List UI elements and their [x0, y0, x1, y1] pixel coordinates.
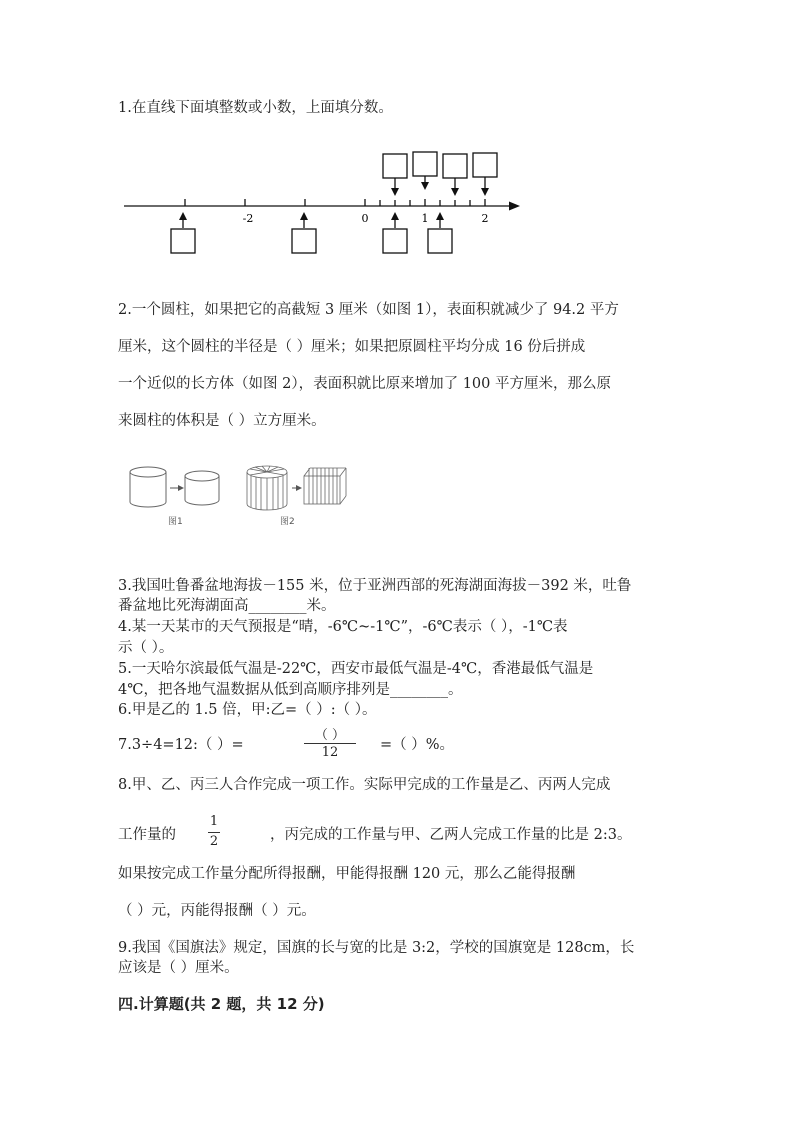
question-8-line-2-right: ，丙完成的工作量与甲、乙两人完成工作量的比是 2:3。 [270, 827, 632, 843]
number-box-4 [428, 229, 452, 253]
fraction-numerator: 1 [209, 814, 219, 829]
question-7-left: 7.3÷4=12:（ ）= [118, 737, 244, 753]
fraction-denominator: 2 [209, 834, 219, 849]
tick-label-1: 1 [421, 212, 429, 225]
question-2-line-3: 一个近似的长方体（如图 2），表面积就比原来增加了 100 平方厘米，那么原 [118, 376, 611, 392]
fraction-box-1 [383, 154, 407, 178]
cylinder-tall-icon [130, 467, 166, 507]
number-line-figure [0, 140, 794, 260]
question-8-line-4: （ ）元，丙能得报酬（ ）元。 [118, 903, 316, 919]
question-2-line-2: 厘米，这个圆柱的半径是（ ）厘米；如果把原圆柱平均分成 16 份后拼成 [118, 339, 586, 355]
fraction-box-3 [443, 154, 467, 178]
cylinder-short-icon [185, 471, 219, 505]
question-8-line-3: 如果按完成工作量分配所得报酬，甲能得报酬 120 元，那么乙能得报酬 [118, 866, 576, 882]
tick-label-2: 2 [481, 212, 489, 225]
fraction-bar [208, 832, 220, 833]
tick-label-0: 0 [361, 212, 369, 225]
question-4-line-1: 4.某一天某市的天气预报是“晴，-6℃~-1℃”，-6℃表示（ ），-1℃表 [118, 619, 568, 635]
question-8-line-1: 8.甲、乙、丙三人合作完成一项工作。实际甲完成的工作量是乙、丙两人完成 [118, 777, 611, 793]
number-line-ticks [185, 199, 485, 206]
number-box-3 [383, 229, 407, 253]
sliced-cylinder-icon [247, 466, 287, 510]
number-line-arrowhead [509, 202, 520, 211]
question-3-line-1: 3.我国吐鲁番盆地海拔－155 米，位于亚洲西部的死海湖面海拔－392 米，吐鲁 [118, 578, 632, 594]
cylinder-figures [120, 458, 360, 538]
approx-cuboid-icon [304, 468, 346, 504]
fraction-numerator: （ ） [314, 728, 346, 743]
question-9-line-2: 应该是（ ）厘米。 [118, 960, 239, 976]
fraction-box-4 [473, 153, 497, 177]
figure-2-label: 图2 [280, 517, 295, 527]
question-8-fraction [204, 814, 224, 852]
question-8-line-2-left: 工作量的 [118, 827, 176, 843]
figure-1-label: 图1 [168, 517, 183, 527]
tick-label-neg2: -2 [242, 212, 254, 225]
number-box-1 [171, 229, 195, 253]
question-4-line-2: 示（ ）。 [118, 640, 174, 656]
fraction-bar [304, 743, 356, 744]
question-7-right: =（ ）%。 [380, 737, 455, 753]
question-7-fraction [304, 724, 356, 762]
question-5-line-1: 5.一天哈尔滨最低气温是-22℃，西安市最低气温是-4℃，香港最低气温是 [118, 661, 594, 677]
question-2-line-4: 来圆柱的体积是（ ）立方厘米。 [118, 413, 326, 429]
question-5-line-2: 4℃，把各地气温数据从低到高顺序排列是________。 [118, 682, 463, 698]
fraction-box-2 [413, 152, 437, 176]
question-3-line-2: 番盆地比死海湖面高________米。 [118, 598, 336, 614]
question-9-line-1: 9.我国《国旗法》规定，国旗的长与宽的比是 3:2，学校的国旗宽是 128cm，长 [118, 940, 635, 956]
question-2-line-1: 2.一个圆柱，如果把它的高截短 3 厘米（如图 1），表面积就减少了 94.2 平方 [118, 302, 619, 318]
fraction-denominator: 12 [321, 745, 339, 760]
bottom-answer-boxes [171, 212, 452, 253]
question-6-text: 6.甲是乙的 1.5 倍，甲:乙=（ ）:（ ）。 [118, 702, 377, 718]
top-answer-boxes [383, 152, 497, 196]
number-box-2 [292, 229, 316, 253]
section-4-heading: 四.计算题(共 2 题，共 12 分) [118, 995, 325, 1013]
question-1-text: 1.在直线下面填整数或小数，上面填分数。 [118, 100, 393, 116]
